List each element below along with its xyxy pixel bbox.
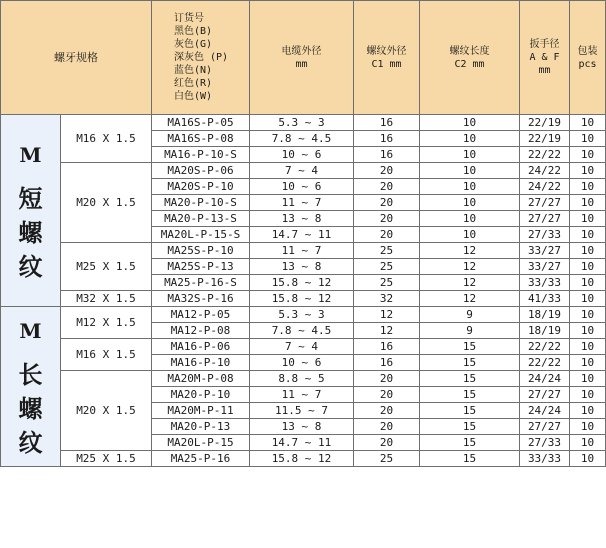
thread-group-label: [1, 115, 61, 307]
order-code-cell: MA25S-P-13: [152, 259, 250, 275]
thread-length-cell: 15: [420, 451, 520, 467]
thread-od-cell: 20: [354, 419, 420, 435]
packing-cell: 10: [570, 355, 606, 371]
table-row: [1, 371, 606, 387]
wrench-size-cell: 33/27: [520, 259, 570, 275]
cable-od-cell: 7 ~ 4: [250, 339, 354, 355]
wrench-size-cell: 33/27: [520, 243, 570, 259]
thread-od-cell: 32: [354, 291, 420, 307]
thread-length-cell: 12: [420, 275, 520, 291]
cable-od-cell: 8.8 ~ 5: [250, 371, 354, 387]
wrench-size-cell: 22/22: [520, 355, 570, 371]
cable-od-cell: 15.8 ~ 12: [250, 291, 354, 307]
cable-od-cell: 14.7 ~ 11: [250, 435, 354, 451]
thread-spec-cell: M12 X 1.5: [61, 307, 152, 339]
table-row: [1, 307, 606, 323]
packing-cell: 10: [570, 211, 606, 227]
wrench-size-cell: 27/27: [520, 211, 570, 227]
thread-od-cell: 20: [354, 211, 420, 227]
thread-od-cell: 16: [354, 115, 420, 131]
group-char: 纹: [18, 251, 43, 281]
thread-spec-cell: M16 X 1.5: [61, 339, 152, 371]
thread-length-cell: 10: [420, 195, 520, 211]
thread-spec-cell: M32 X 1.5: [61, 291, 152, 307]
packing-cell: 10: [570, 163, 606, 179]
table-row: [1, 451, 606, 467]
order-code-cell: MA16S-P-05: [152, 115, 250, 131]
wrench-size-cell: 27/27: [520, 387, 570, 403]
thread-od-cell: 20: [354, 163, 420, 179]
cable-od-cell: 5.3 ~ 3: [250, 115, 354, 131]
order-code-cell: MA20M-P-08: [152, 371, 250, 387]
thread-od-cell: 12: [354, 307, 420, 323]
packing-cell: 10: [570, 403, 606, 419]
order-code-cell: MA20-P-13: [152, 419, 250, 435]
thread-od-cell: 16: [354, 355, 420, 371]
thread-length-cell: 10: [420, 115, 520, 131]
cable-od-cell: 7.8 ~ 4.5: [250, 323, 354, 339]
packing-cell: 10: [570, 115, 606, 131]
group-prefix: M: [19, 318, 42, 343]
thread-length-cell: 15: [420, 403, 520, 419]
thread-length-cell: 12: [420, 259, 520, 275]
thread-group-label: [1, 307, 61, 467]
cable-od-cell: 7.8 ~ 4.5: [250, 131, 354, 147]
packing-cell: 10: [570, 195, 606, 211]
cable-od-cell: 11 ~ 7: [250, 195, 354, 211]
thread-length-cell: 9: [420, 323, 520, 339]
thread-length-cell: 15: [420, 371, 520, 387]
thread-length-cell: 10: [420, 147, 520, 163]
wrench-size-cell: 24/22: [520, 163, 570, 179]
thread-od-cell: 20: [354, 371, 420, 387]
packing-cell: 10: [570, 259, 606, 275]
order-code-cell: MA16-P-10-S: [152, 147, 250, 163]
thread-od-cell: 25: [354, 243, 420, 259]
thread-length-cell: 12: [420, 291, 520, 307]
thread-length-cell: 15: [420, 419, 520, 435]
order-code-cell: MA20S-P-10: [152, 179, 250, 195]
cable-od-cell: 10 ~ 6: [250, 147, 354, 163]
thread-od-cell: 20: [354, 195, 420, 211]
cable-od-cell: 10 ~ 6: [250, 355, 354, 371]
thread-od-cell: 25: [354, 259, 420, 275]
wrench-size-cell: 22/22: [520, 147, 570, 163]
packing-cell: 10: [570, 243, 606, 259]
thread-spec-cell: M25 X 1.5: [61, 451, 152, 467]
thread-spec-cell: M20 X 1.5: [61, 163, 152, 243]
order-code-cell: MA20-P-10: [152, 387, 250, 403]
packing-cell: 10: [570, 371, 606, 387]
order-code-cell: MA20-P-10-S: [152, 195, 250, 211]
packing-cell: 10: [570, 227, 606, 243]
thread-length-cell: 9: [420, 307, 520, 323]
order-code-cell: MA20-P-13-S: [152, 211, 250, 227]
packing-cell: 10: [570, 147, 606, 163]
header-cable-od: 电缆外径 mm: [250, 1, 354, 115]
thread-spec-cell: M20 X 1.5: [61, 371, 152, 451]
thread-length-cell: 10: [420, 163, 520, 179]
table-row: [1, 115, 606, 131]
packing-cell: 10: [570, 451, 606, 467]
wrench-size-cell: 24/24: [520, 371, 570, 387]
packing-cell: 10: [570, 435, 606, 451]
table-row: [1, 243, 606, 259]
group-char: 纹: [18, 427, 43, 457]
thread-length-cell: 12: [420, 243, 520, 259]
wrench-size-cell: 22/19: [520, 131, 570, 147]
order-code-cell: MA32S-P-16: [152, 291, 250, 307]
packing-cell: 10: [570, 179, 606, 195]
thread-od-cell: 20: [354, 403, 420, 419]
order-code-cell: MA16-P-10: [152, 355, 250, 371]
thread-length-cell: 15: [420, 355, 520, 371]
cable-od-cell: 5.3 ~ 3: [250, 307, 354, 323]
wrench-size-cell: 41/33: [520, 291, 570, 307]
group-char: 长: [18, 359, 43, 389]
header-thread-od: 螺纹外径 C1 mm: [354, 1, 420, 115]
table-row: [1, 291, 606, 307]
header-thread-spec: 螺牙规格: [1, 1, 152, 115]
table-body: [1, 115, 606, 467]
packing-cell: 10: [570, 291, 606, 307]
packing-cell: 10: [570, 323, 606, 339]
cable-od-cell: 11 ~ 7: [250, 387, 354, 403]
wrench-size-cell: 18/19: [520, 323, 570, 339]
header-wrench-size: 扳手径 A & F mm: [520, 1, 570, 115]
thread-od-cell: 20: [354, 435, 420, 451]
group-char: 短: [18, 183, 43, 213]
order-code-cell: MA20S-P-06: [152, 163, 250, 179]
table-row: [1, 339, 606, 355]
thread-spec-cell: M25 X 1.5: [61, 243, 152, 291]
order-code-cell: MA12-P-05: [152, 307, 250, 323]
thread-spec-cell: M16 X 1.5: [61, 115, 152, 163]
order-code-cell: MA16S-P-08: [152, 131, 250, 147]
cable-od-cell: 13 ~ 8: [250, 259, 354, 275]
thread-od-cell: 16: [354, 147, 420, 163]
order-code-cell: MA16-P-06: [152, 339, 250, 355]
thread-length-cell: 10: [420, 227, 520, 243]
thread-length-cell: 10: [420, 211, 520, 227]
thread-od-cell: 12: [354, 323, 420, 339]
header-order-no: 订货号 黑色(B) 灰色(G) 深灰色 (P) 蓝色(N) 红色(R) 白色(W): [152, 1, 250, 115]
thread-od-cell: 16: [354, 339, 420, 355]
thread-od-cell: 20: [354, 387, 420, 403]
wrench-size-cell: 27/27: [520, 419, 570, 435]
cable-od-cell: 14.7 ~ 11: [250, 227, 354, 243]
wrench-size-cell: 27/33: [520, 435, 570, 451]
packing-cell: 10: [570, 307, 606, 323]
order-code-cell: MA25S-P-10: [152, 243, 250, 259]
wrench-size-cell: 18/19: [520, 307, 570, 323]
order-code-cell: MA25-P-16-S: [152, 275, 250, 291]
wrench-size-cell: 22/19: [520, 115, 570, 131]
thread-length-cell: 10: [420, 131, 520, 147]
packing-cell: 10: [570, 339, 606, 355]
order-code-cell: MA20M-P-11: [152, 403, 250, 419]
cable-od-cell: 11.5 ~ 7: [250, 403, 354, 419]
cable-od-cell: 13 ~ 8: [250, 419, 354, 435]
cable-od-cell: 7 ~ 4: [250, 163, 354, 179]
wrench-size-cell: 22/22: [520, 339, 570, 355]
order-code-cell: MA12-P-08: [152, 323, 250, 339]
wrench-size-cell: 27/33: [520, 227, 570, 243]
table-row: [1, 163, 606, 179]
wrench-size-cell: 33/33: [520, 275, 570, 291]
packing-cell: 10: [570, 419, 606, 435]
wrench-size-cell: 24/22: [520, 179, 570, 195]
packing-cell: 10: [570, 387, 606, 403]
wrench-size-cell: 27/27: [520, 195, 570, 211]
thread-od-cell: 16: [354, 131, 420, 147]
cable-od-cell: 15.8 ~ 12: [250, 451, 354, 467]
packing-cell: 10: [570, 275, 606, 291]
wrench-size-cell: 33/33: [520, 451, 570, 467]
cable-od-cell: 15.8 ~ 12: [250, 275, 354, 291]
thread-od-cell: 20: [354, 227, 420, 243]
cable-od-cell: 11 ~ 7: [250, 243, 354, 259]
packing-cell: 10: [570, 131, 606, 147]
thread-length-cell: 15: [420, 435, 520, 451]
thread-length-cell: 10: [420, 179, 520, 195]
group-char: 螺: [18, 217, 43, 247]
header-thread-length: 螺纹长度 C2 mm: [420, 1, 520, 115]
group-prefix: M: [19, 142, 42, 167]
cable-od-cell: 13 ~ 8: [250, 211, 354, 227]
thread-od-cell: 25: [354, 451, 420, 467]
thread-length-cell: 15: [420, 387, 520, 403]
thread-length-cell: 15: [420, 339, 520, 355]
header-packing: 包装 pcs: [570, 1, 606, 115]
wrench-size-cell: 24/24: [520, 403, 570, 419]
thread-od-cell: 20: [354, 179, 420, 195]
order-code-cell: MA20L-P-15: [152, 435, 250, 451]
order-code-cell: MA20L-P-15-S: [152, 227, 250, 243]
cable-od-cell: 10 ~ 6: [250, 179, 354, 195]
order-code-cell: MA25-P-16: [152, 451, 250, 467]
group-char: 螺: [18, 393, 43, 423]
header-row: [1, 1, 606, 115]
thread-od-cell: 25: [354, 275, 420, 291]
